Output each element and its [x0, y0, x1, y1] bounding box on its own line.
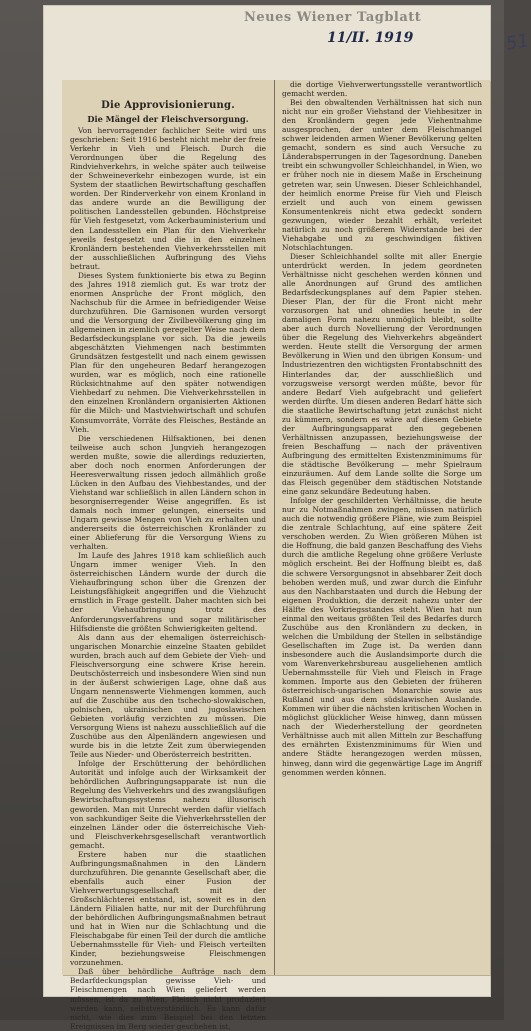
article-paragraph: Im Laufe des Jahres 1918 kam schließlich auch Ungarn immer weniger Vieh. In den österreichischen Ländern wurde der durch die Viehaufbringung schon über die Grenzen der Leistungsfähigkeit angegriffen und die Viehzucht ernstlich in Frage gestellt. Daher machten sich bei der Viehaufbringung trotz des Anforderungsverfahrens und sogar militärischer Hilfsdienste die größten Schwierigkeiten geltend. [70, 551, 266, 633]
newspaper-masthead: Neues Wiener Tagblatt [244, 10, 422, 25]
article-paragraph: Bei den obwaltenden Verhältnissen hat sich nun nicht nur ein großer Viehstand der Viehbesitzer in den Kronländern gegen jede Viehentnahme ausgesprochen, der unter dem Fleischmangel schwer leidenden armen Wiener Bevölkerung gelten gemacht, sondern es sind auch Versuche zu Länderabsperrungen in der Tagesordnung. Daneben treibt ein schwungvoller Schleichhandel, in Wien, wo er früher noch nie in diesem Maße in Erscheinung getreten war, sein Unwesen. Dieser Schleichhandel, der heimlich enorme Preise für Vieh und Fleisch erzielt und auch von einem gewissen Konsumentenkreis nicht etwa gedeckt sondern gezwungen, wieder bezahlt erhält, verleitet natürlich zu noch größerem Widerstande bei der Viehabgabe und zu geschwindigen fiktiven Notschlachtungen. [282, 98, 482, 252]
article-paragraph: Als dann aus der ehemaligen österreichisch-ungarischen Monarchie einzelne Staaten gebildet wurden, brach auch auf dem Gebiete der Vieh- und Fleischversorgung eine schwere Krise herein. Deutschösterreich und insbesondere Wien sind nun in der äußerst schwierigen Lage, ohne daß aus Ungarn nennenswerte Viehmengen kommen, auch auf die Zuschübe aus den tschecho-slowakischen, polnischen, ukrainischen und jugoslawischen Gebieten vorläufig verzichten zu müssen. Die Versorgung Wiens ist nahezu ausschließlich auf die Zuschübe aus den Alpenländern angewiesen und wurde bis in die letzte Zeit zum überwiegenden Teile aus Nieder- und Oberösterreich bestritten. [70, 632, 266, 760]
article-paragraph: Von hervorragender fachlicher Seite wird uns geschrieben: Seit 1916 besteht nicht mehr der freie Verkehr in Vieh und Fleisch. Durch die Verordnungen über die Regelung des Rindviehverkehrs, in welche später auch teilweise der Schweineverkehr einbezogen wurde, ist ein System der staatlichen Bewirtschaftung geschaffen worden. Der Rinderverkehr von einem Kronland in das andere wurde an die Bewilligung der politischen Landesstellen gebunden. Höchstpreise für Vieh festgesetzt, vom Ackerbauministerium und den Landesstellen ein Plan für den Viehverkehr jeweils festgesetzt und die in den einzelnen Kronländern bestehenden Viehverkehrsstellen mit der ausschließlichen Aufbringung des Viehs betraut. [70, 126, 266, 271]
article-paragraph: Erstere haben nur die staatlichen Aufbringungsmaßnahmen in den Ländern durchzuführen. Die genannte Gesellschaft aber, die ebenfalls auch einer Fusion der Viehverwertungsgesellschaft mit der Großschlächterei entstand, ist, soweit es in den Ländern Filialen hatte, nur mit der Durchführung der behördlichen Aufbringungsmaßnahmen betraut und hat in Wien nur die Schlachtung und die Fleischabgabe für einen Teil der durch die amtliche Uebernahmsstelle für Vieh- und Fleisch verteilten Kinder, beziehungsweise Fleischmengen vorzunehmen. [70, 849, 266, 968]
article-paragraph: Dieses System funktionierte bis etwa zu Beginn des Jahres 1918 ziemlich gut. Es war trotz der enormen Ansprüche der Front möglich, den Nachschub für die Armee in befriedigender Weise durchzuführen. Die Garnisonen wurden versorgt und die Versorgung der Zivilbevölkerung ging im allgemeinen in ziemlich geregelter Weise nach dem Bedarfsdeckungsplane vor sich. Da die jeweils abgeschätzten Viehmengen nach bestimmten Grundsätzen festgestellt und nach einem gewissen Plan für den ungeheuren Bedarf herangezogen wurden, war es möglich, noch eine rationelle Rücksichtnahme auf den später notwendigen Viehbedarf zu nehmen. Die Viehverkehrsstellen in den einzelnen Kronländern organisierten Aktionen für die Milch- und Mastviehwirtschaft und schufen Konsumvorräte, Vorräte des Fleisches, Bestände an Vieh. [70, 270, 266, 434]
article-paragraph: Infolge der geschilderten Verhältnisse, die heute nur zu Notmaßnahmen zwingen, müssen natürlich auch die notwendig größere Pläne, wie zum Beispiel die zentrale Schlachtung, auf eine spätere Zeit verschoben werden. Zu Wien größeren Mühen ist die Hoffnung, die bald ganzen Beschaffung des Viehs durch die amtliche Regelung ohne größere Verluste möglich erscheint. Bei der Hoffnung bleibt es, daß die schwere Versorgungsnot in absehbarer Zeit doch behoben werden muß, und zwar durch die Einfuhr aus den Nachbarstaaten und durch die Hebung der eigenen Produktion, die derzeit nahezu unter der Hälfte des Vorkriegsstandes steht. Wien hat nun einmal den weitaus größten Teil des Bedarfes durch Zuschübe aus den Kronländern zu decken, in welchen die Umbildung der Stellen in selbständige Gesellschaften im Zuge ist. Da werden dann insbesondere auch die Auslandsimporte durch die vom Warenverkehrsbureau ausgeliehenen amtlich Uebernahmsstelle für Vieh und Fleisch in Frage kommen. Importe aus den Gebieten der früheren österreichisch-ungarischen Monarchie sowie aus Rußland und aus dem südslawischen Auslande. Kommen wir über die nächsten kritischen Wochen in möglichst glücklicher Weise hinweg, dann müssen nach der Wiederherstellung der geordneten Verhältnisse auch mit allen Mitteln zur Beschaffung des ernährten Existenzminimums für Wien und andere Städte herangezogen werden müssen, hinweg, dann wird die gegenwärtige Lage im Angriff genommen werden können. [282, 496, 482, 777]
handwritten-date: 11/II. 1919 [327, 30, 414, 46]
article-column-left [70, 80, 266, 1031]
article-column-right [282, 80, 482, 975]
article-paragraph: die dortige Viehverwertungsstelle verantwortlich gemacht werden. [282, 80, 482, 99]
article-subhead: Die Mängel der Fleischversorgung. [87, 114, 249, 124]
article-paragraph: Dieser Schleichhandel sollte mit aller Energie unterdrückt werden. In jedem geordneten Verhältnisse nicht geschehen werden können und alle Anordnungen auf Grund des amtlichen Bedarfsdeckungsplanes auf dem Papier stehen. Dieser Plan, der für die Front nicht mehr vorzusorgen hat und ohnedies heute in der damaligen Form nahezu unmöglich bleibt, sollte aber auch durch Novellierung der Verordnungen über die Regelung des Viehverkehrs abgeändert werden. Heute stellt die Versorgung der armen Bevölkerung in Wien und den übrigen Konsum- und Industriezentren den wichtigsten Frontabschnitt des Hinterlandes dar, der ausschließlich und vorzugsweise versorgt werden müßte, bevor für andere Bedarf Vieh aufgebracht und geliefert werden dürfte. Um diesen anderen Bedarf hätte sich die staatliche Bewirtschaftung jetzt zunächst nicht zu kümmern, sondern es wäre auf diesem Gebiete der Aufbringungsapparat den gegebenen Verhältnissen anzupassen, beziehungsweise der freien Beschaffung — nach der präventiven Aufbringung des ermittelten Existenzminimums für die städtische Bevölkerung — mehr Spielraum einzuräumen. Auf dem Lande sollte die Sorge um das Fleisch gegenüber dem städtischen Notstande eine ganz sekundäre Bedeutung haben. [282, 251, 482, 497]
article-headline: Die Approvisionierung. [101, 100, 235, 111]
article-paragraph: Die verschiedenen Hilfsaktionen, bei denen teilweise auch schon Jungvieh herangezogen werden mußte, sowie die allerdings reduzierten, aber doch noch enormen Anforderungen der Heeresverwaltung rissen jedoch allmählich große Lücken in den Aufbau des Viehbestandes, und der Viehstand war schließlich in allen Ländern schon in besorgniserregender Weise angegriffen. Es ist damals noch immer gelungen, einerseits und Ungarn gewisse Mengen von Vieh zu erhalten und andererseits die österreichischen Kronländer zu einer Ablieferung für die Versorgung Wiens zu verhalten. [70, 433, 266, 552]
handwritten-archive-number: 51 [504, 30, 531, 55]
newspaper-clipping [62, 80, 490, 1031]
article-paragraph: Infolge der Erschütterung der behördlichen Autorität und infolge auch der Wirksamkeit der behördlichen Aufbringungsapparate ist nun die Regelung des Viehverkehrs und des zwangsläufigen Bewirtschaftungssystems nahezu illusorisch geworden. Man mit Unrecht werden dafür vielfach von sachkundiger Seite die Viehverkehrsstellen der einzelnen Länder oder die österreichische Vieh- und Fleischverkehrsgesellschaft verantwortlich gemacht. [70, 759, 266, 850]
column-divider [274, 80, 275, 975]
article-paragraph: Daß über behördliche Aufträge nach dem Bedarfdeckungsplan gewisse Vieh- und Fleischmengen nach Wien geliefert werden müssen, ist da zu Wien, Fleisch nicht produziert werden kann, selbstverständlich. Es kann dafür nicht, wie dies zum Beispiel bei den letzten Ereignissen im Berg wieder geschehen ist, [70, 967, 266, 1031]
